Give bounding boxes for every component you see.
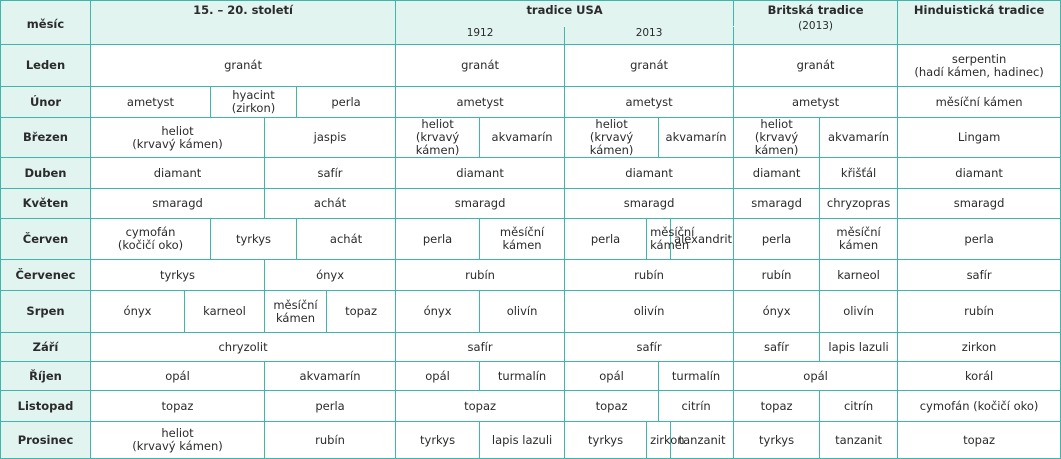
month-cell: Listopad xyxy=(1,391,91,422)
header-hinduisticka: Hinduistická tradice xyxy=(898,1,1061,45)
stone-cell: Lingam xyxy=(898,118,1061,158)
stone-cell: topaz xyxy=(565,391,659,422)
stone-cell: perla xyxy=(396,219,480,260)
stone-cell: zirkon xyxy=(647,422,671,459)
stone-cell: smaragd xyxy=(91,189,265,219)
table-row xyxy=(1,422,1061,459)
table-row xyxy=(1,362,1061,391)
stone-cell: citrín xyxy=(820,391,898,422)
stone-cell: granát xyxy=(91,45,396,87)
stone-cell: rubín xyxy=(898,291,1061,333)
table-row xyxy=(1,45,1061,87)
stone-cell: rubín xyxy=(396,260,565,291)
month-cell: Únor xyxy=(1,87,91,118)
stone-cell: lapis lazuli xyxy=(480,422,565,459)
stone-cell: lapis lazuli xyxy=(820,333,898,362)
stone-cell: jaspis xyxy=(265,118,396,158)
stone-cell: chryzolit xyxy=(91,333,396,362)
header-usa-2013: 2013 xyxy=(565,27,734,45)
header-stoleti: 15. – 20. století xyxy=(91,1,396,45)
header-britska-year: (2013) xyxy=(798,20,834,32)
stone-cell: topaz xyxy=(396,391,565,422)
stone-cell: safír xyxy=(565,333,734,362)
stone-cell: tyrkys xyxy=(734,422,820,459)
stone-cell: akvamarín xyxy=(265,362,396,391)
stone-cell: opál xyxy=(734,362,898,391)
stone-cell: měsíční kámen xyxy=(820,219,898,260)
month-cell: Prosinec xyxy=(1,422,91,459)
month-cell: Březen xyxy=(1,118,91,158)
stone-cell: cymofán (kočičí oko) xyxy=(898,391,1061,422)
stone-cell: rubín xyxy=(265,422,396,459)
month-cell: Leden xyxy=(1,45,91,87)
stone-cell: perla xyxy=(734,219,820,260)
stone-cell: cymofán (kočičí oko) xyxy=(91,219,211,260)
table-row xyxy=(1,118,1061,158)
stone-cell: tyrkys xyxy=(396,422,480,459)
stone-cell: safír xyxy=(898,260,1061,291)
month-cell: Červenec xyxy=(1,260,91,291)
header-britska xyxy=(734,1,898,45)
stone-cell: měsíční kámen xyxy=(480,219,565,260)
stone-cell: diamant xyxy=(898,158,1061,189)
stone-cell: heliot (krvavý kámen) xyxy=(91,422,265,459)
stone-cell: heliot (krvavý kámen) xyxy=(396,118,480,158)
stone-cell: citrín xyxy=(659,391,734,422)
stone-cell: měsíční kámen xyxy=(647,219,671,260)
stone-cell: smaragd xyxy=(734,189,820,219)
stone-cell: topaz xyxy=(898,422,1061,459)
stone-cell: heliot (krvavý kámen) xyxy=(565,118,659,158)
stone-cell: akvamarín xyxy=(480,118,565,158)
table-row xyxy=(1,291,1061,333)
stone-cell: akvamarín xyxy=(820,118,898,158)
table-row xyxy=(1,158,1061,189)
stone-cell: perla xyxy=(265,391,396,422)
stone-cell: tyrkys xyxy=(91,260,265,291)
stone-cell: ametyst xyxy=(565,87,734,118)
table-row xyxy=(1,219,1061,260)
stone-cell: olivín xyxy=(820,291,898,333)
month-cell: Květen xyxy=(1,189,91,219)
stone-cell: opál xyxy=(565,362,659,391)
table-row xyxy=(1,87,1061,118)
stone-cell: olivín xyxy=(480,291,565,333)
stone-cell: perla xyxy=(565,219,647,260)
stone-cell: opál xyxy=(91,362,265,391)
stone-cell: serpentin (hadí kámen, hadinec) xyxy=(898,45,1061,87)
stone-cell: perla xyxy=(297,87,396,118)
month-cell: Duben xyxy=(1,158,91,189)
month-cell: Říjen xyxy=(1,362,91,391)
stone-cell: ametyst xyxy=(396,87,565,118)
stone-cell: olivín xyxy=(565,291,734,333)
table-row xyxy=(1,333,1061,362)
stone-cell: tanzanit xyxy=(671,422,734,459)
table-row xyxy=(1,391,1061,422)
stone-cell: granát xyxy=(734,45,898,87)
stone-cell: perla xyxy=(898,219,1061,260)
stone-cell: safír xyxy=(396,333,565,362)
stone-cell: karneol xyxy=(820,260,898,291)
stone-cell: křišťál xyxy=(820,158,898,189)
stone-cell: achát xyxy=(265,189,396,219)
stone-cell: tanzanit xyxy=(820,422,898,459)
stone-cell: rubín xyxy=(565,260,734,291)
stone-cell: heliot (krvavý kámen) xyxy=(91,118,265,158)
stone-cell: ónyx xyxy=(265,260,396,291)
stone-cell: ónyx xyxy=(396,291,480,333)
stone-cell: diamant xyxy=(565,158,734,189)
stone-cell: topaz xyxy=(734,391,820,422)
stone-cell: alexandrit xyxy=(671,219,734,260)
stone-cell: tyrkys xyxy=(565,422,647,459)
month-cell: Srpen xyxy=(1,291,91,333)
stone-cell: diamant xyxy=(396,158,565,189)
stone-cell: diamant xyxy=(734,158,820,189)
stone-cell: zirkon xyxy=(898,333,1061,362)
stone-cell: ametyst xyxy=(91,87,211,118)
stone-cell: diamant xyxy=(91,158,265,189)
header-usa-1912: 1912 xyxy=(396,27,565,45)
stone-cell: chryzopras xyxy=(820,189,898,219)
stone-cell: smaragd xyxy=(565,189,734,219)
stone-cell: měsíční kámen xyxy=(898,87,1061,118)
month-cell: Září xyxy=(1,333,91,362)
stone-cell: ónyx xyxy=(91,291,185,333)
header-mesic: měsíc xyxy=(1,1,91,45)
stone-cell: granát xyxy=(565,45,734,87)
stone-cell: ónyx xyxy=(734,291,820,333)
stone-cell: turmalín xyxy=(659,362,734,391)
stone-cell: topaz xyxy=(327,291,396,333)
stone-cell: turmalín xyxy=(480,362,565,391)
table-row xyxy=(1,260,1061,291)
stone-cell: opál xyxy=(396,362,480,391)
stone-cell: granát xyxy=(396,45,565,87)
stone-cell: heliot (krvavý kámen) xyxy=(734,118,820,158)
stone-cell: ametyst xyxy=(734,87,898,118)
stone-cell: akvamarín xyxy=(659,118,734,158)
header-britska-title: Britská tradice xyxy=(767,3,864,17)
stone-cell: smaragd xyxy=(898,189,1061,219)
stone-cell: achát xyxy=(297,219,396,260)
stone-cell: topaz xyxy=(91,391,265,422)
table-row xyxy=(1,189,1061,219)
stone-cell: safír xyxy=(734,333,820,362)
stone-cell: rubín xyxy=(734,260,820,291)
stone-cell: safír xyxy=(265,158,396,189)
stone-cell: měsíční kámen xyxy=(265,291,327,333)
stone-cell: hyacint (zirkon) xyxy=(211,87,297,118)
header-usa: tradice USA xyxy=(396,1,734,27)
stone-cell: tyrkys xyxy=(211,219,297,260)
stone-cell: korál xyxy=(898,362,1061,391)
stone-cell: smaragd xyxy=(396,189,565,219)
stone-cell: karneol xyxy=(185,291,265,333)
month-cell: Červen xyxy=(1,219,91,260)
